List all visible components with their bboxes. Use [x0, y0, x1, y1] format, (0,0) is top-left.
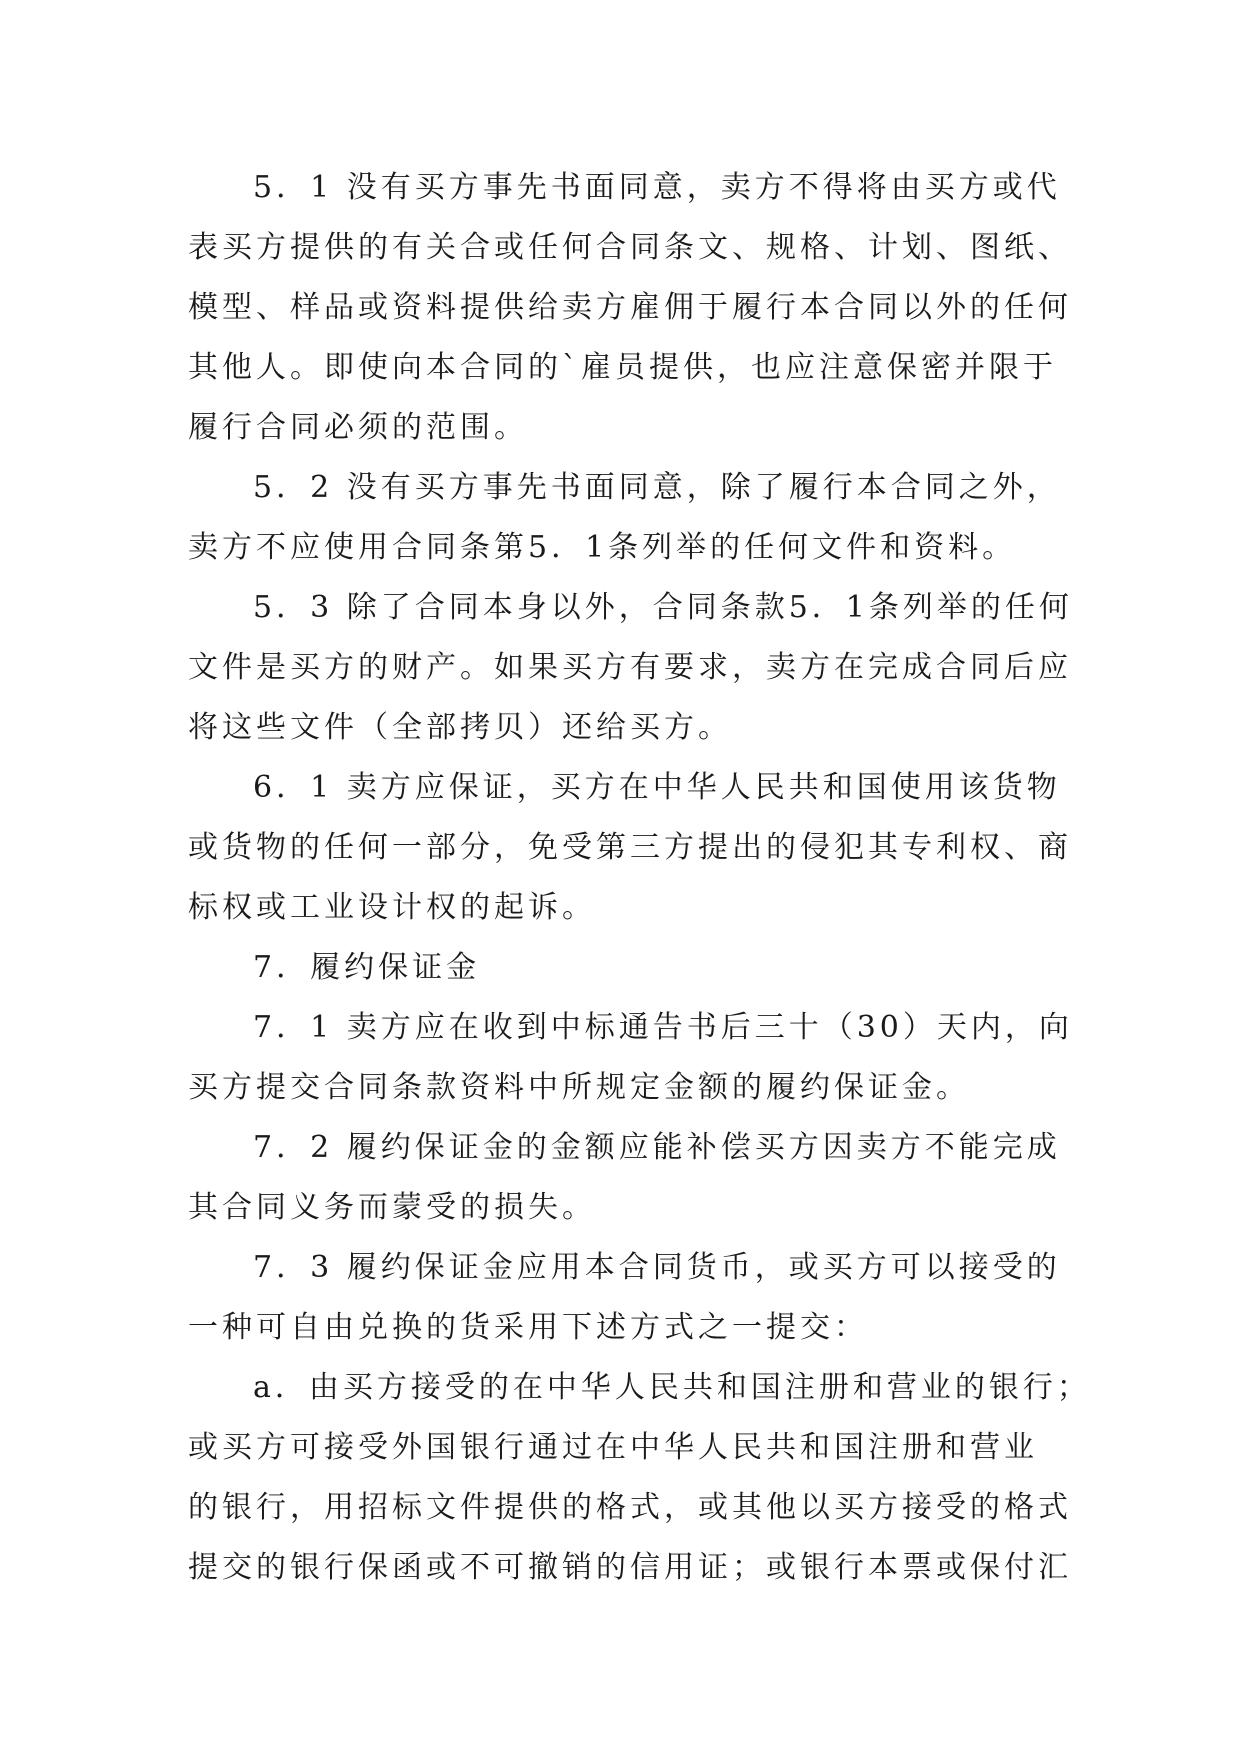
paragraph-7-3-line-2: 一种可自由兑换的货采用下述方式之一提交：	[188, 1310, 868, 1345]
paragraph-6-1-line-2: 或货物的任何一部分，免受第三方提出的侵犯其专利权、商	[188, 830, 1072, 865]
paragraph-5-3-line-3: 将这些文件（全部拷贝）还给买方。	[188, 710, 732, 745]
paragraph-5-1-line-5: 履行合同必须的范围。	[188, 410, 528, 445]
item-a-line-2: 或买方可接受外国银行通过在中华人民共和国注册和营业	[188, 1430, 1038, 1465]
item-a-line-3: 的银行，用招标文件提供的格式，或其他以买方接受的格式	[188, 1490, 1072, 1525]
paragraph-5-3-line-2: 文件是买方的财产。如果买方有要求，卖方在完成合同后应	[188, 650, 1072, 685]
item-a-line-1: a．由买方接受的在中华人民共和国注册和营业的银行；	[253, 1370, 1091, 1405]
paragraph-5-2-line-1: 5．2 没有买方事先书面同意，除了履行本合同之外，	[253, 470, 1061, 505]
paragraph-5-1-line-2: 表买方提供的有关合或任何合同条文、规格、计划、图纸、	[188, 230, 1072, 265]
paragraph-7-2-line-1: 7．2 履约保证金的金额应能补偿买方因卖方不能完成	[253, 1130, 1061, 1165]
paragraph-7-2-line-2: 其合同义务而蒙受的损失。	[188, 1190, 596, 1225]
paragraph-5-3-line-1: 5．3 除了合同本身以外，合同条款5．1条列举的任何	[253, 590, 1073, 625]
paragraph-7-1-line-1: 7．1 卖方应在收到中标通告书后三十（30）天内，向	[253, 1010, 1073, 1045]
item-a-line-4: 提交的银行保函或不可撤销的信用证；或银行本票或保付汇	[188, 1550, 1072, 1585]
paragraph-6-1-line-1: 6．1 卖方应保证，买方在中华人民共和国使用该货物	[253, 770, 1061, 805]
paragraph-5-2-line-2: 卖方不应使用合同条第5．1条列举的任何文件和资料。	[188, 530, 1017, 565]
paragraph-6-1-line-3: 标权或工业设计权的起诉。	[188, 890, 596, 925]
section-7-heading: 7．履约保证金	[253, 950, 481, 985]
paragraph-5-1-line-4: 其他人。即使向本合同的`雇员提供，也应注意保密并限于	[188, 350, 1057, 385]
paragraph-5-1-line-1: 5．1 没有买方事先书面同意，卖方不得将由买方或代	[253, 170, 1061, 205]
paragraph-7-1-line-2: 买方提交合同条款资料中所规定金额的履约保证金。	[188, 1070, 970, 1105]
paragraph-5-1-line-3: 模型、样品或资料提供给卖方雇佣于履行本合同以外的任何	[188, 290, 1072, 325]
paragraph-7-3-line-1: 7．3 履约保证金应用本合同货币，或买方可以接受的	[253, 1250, 1061, 1285]
document-body	[188, 158, 1091, 1598]
